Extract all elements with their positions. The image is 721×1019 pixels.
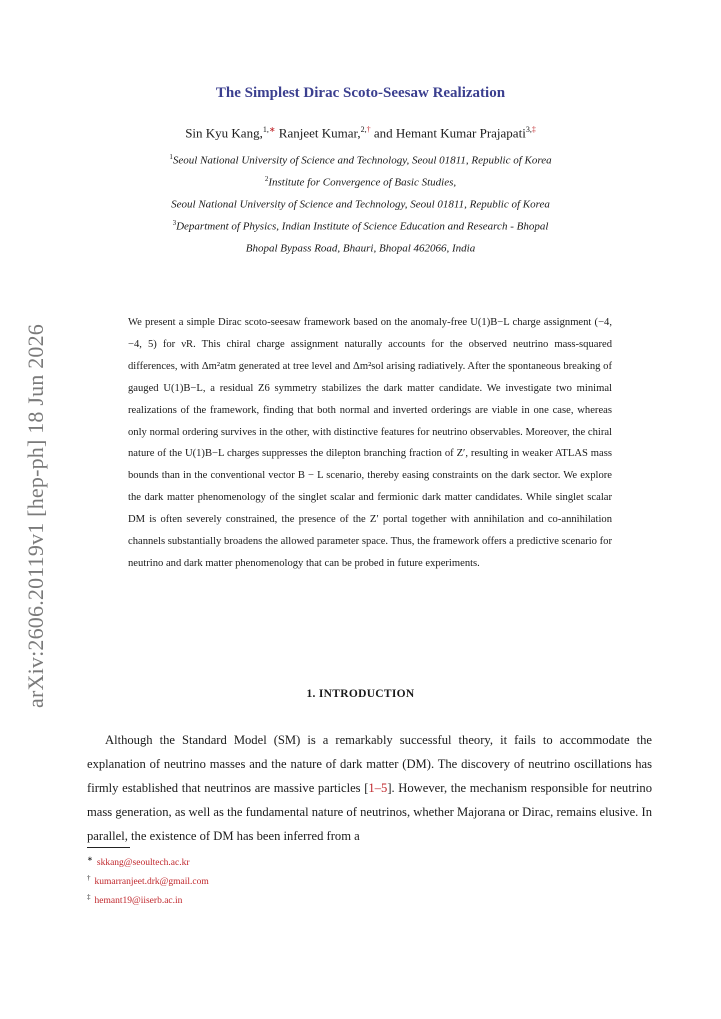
intro-text-part-2: ]. However, the mechanism responsible for neutrino mass generation, as well as the fundamental nature of neutrinos, whether Majorana or Dirac, remains elusive. In parallel, the existence of DM has been inferred from a	[87, 780, 652, 843]
introduction-body	[87, 729, 652, 849]
author-2-footnote-mark[interactable]: †	[366, 125, 371, 134]
intro-text-part-1: Although the Standard Model (SM) is a remarkably successful theory, it fails to accommodate the explanation of neutrino masses and the nature of dark matter (DM). The discovery of neutrino oscillations has firmly established that neutrinos are massive particles [	[87, 733, 652, 795]
author-1-affiliation-mark: 1,	[262, 125, 269, 134]
author-3-affiliation-mark: 3,	[525, 125, 532, 134]
footnote-1: ∗ skkang@seoultech.ac.kr	[87, 855, 190, 869]
footnotes	[87, 852, 487, 909]
email-link-2[interactable]: kumarranjeet.drk@gmail.com	[94, 877, 209, 888]
affiliation-line-2: $^2$Institute for Convergence of Basic Studies,	[264, 175, 457, 189]
footnote-3: ‡ hemant19@iiserb.ac.in	[87, 893, 183, 907]
author-1-name: Sin Kyu Kang,	[185, 125, 263, 141]
author-3-footnote-mark[interactable]: ‡	[531, 125, 536, 134]
affiliation-line-3: Seoul National University of Science and Technology, Seoul 01811, Republic of Korea	[171, 198, 550, 211]
affiliation-line-1: $^1$Seoul National University of Science and Technology, Seoul 01811, Republic of Korea	[169, 153, 552, 167]
footnote-separator	[87, 847, 130, 848]
arxiv-identifier-stamp: arXiv:2606.20119v1 [hep-ph] 18 Jun 2026	[23, 324, 48, 708]
author-3-name: and Hemant Kumar Prajapati	[370, 125, 526, 141]
email-link-1[interactable]: skkang@seoultech.ac.kr	[96, 858, 190, 869]
author-2-name: Ranjeet Kumar,	[275, 125, 361, 141]
citation-link[interactable]: 1–5	[368, 780, 388, 795]
abstract	[128, 312, 612, 575]
affiliation-line-4: $^3$Department of Physics, Indian Institute of Science Education and Research - Bhopal	[172, 219, 549, 233]
paper-title: The Simplest Dirac Scoto-Seesaw Realization	[215, 85, 506, 101]
author-2-affiliation-mark: 2,	[360, 125, 367, 134]
email-link-3[interactable]: hemant19@iiserb.ac.in	[94, 896, 183, 907]
footnote-2: † kumarranjeet.drk@gmail.com	[87, 874, 209, 888]
affiliation-line-5: Bhopal Bypass Road, Bhauri, Bhopal 462066, India	[245, 242, 476, 255]
author-list	[0, 125, 721, 141]
abstract-text: We present a simple Dirac scoto-seesaw framework based on the anomaly-free U(1)B−L charge assignment (−4, −4, 5) for νR. This chiral charge assignment naturally accounts for the observed neutrino mass-squared differences, with Δm²atm generated at tree level and Δm²sol arising radiatively. After the spontaneous breaking of gauged U(1)B−L, a residual Z6 symmetry stabilizes the dark matter candidate. We investigate two minimal realizations of the framework, finding that both normal and inverted orderings are viable in one case, whereas only normal ordering survives in the other, with distinctive features for neutrino observables. Moreover, the chiral nature of the U(1)B−L charges suppresses the dilepton branching fraction of Z′, resulting in weaker ATLAS mass bounds than in the conventional vector B − L scenario, thereby easing constraints on the dark sector. We explore the dark matter phenomenology of the singlet scalar and fermionic dark matter candidates. While singlet scalar DM is often severely constrained, the presence of the Z′ portal together with annihilation and co-annihilation channels substantially broadens the allowed parameter space. Thus, the framework offers a predictive scenario for neutrino and dark matter phenomenology that can be probed in future experiments.	[128, 317, 612, 569]
section-heading-introduction: 1. INTRODUCTION	[306, 688, 415, 700]
author-1-footnote-mark[interactable]: ∗	[268, 125, 276, 134]
